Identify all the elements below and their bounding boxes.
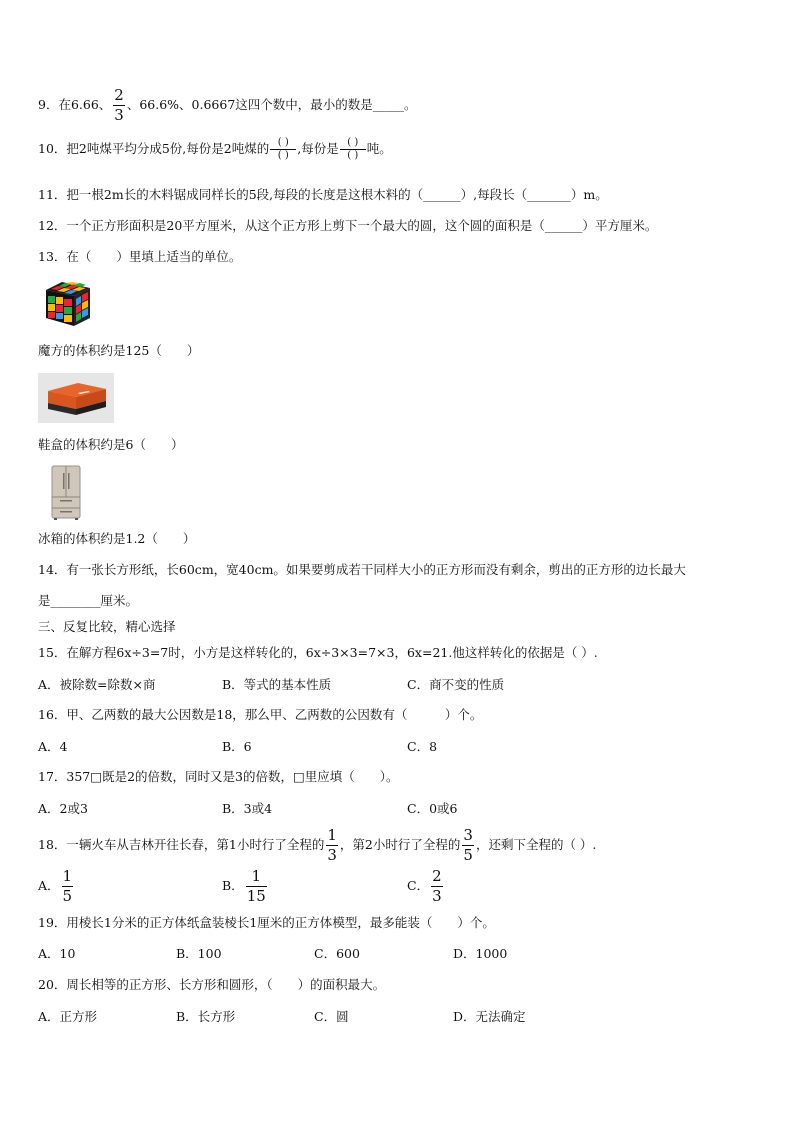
question-13c: 冰箱的体积约是1.2（ ） xyxy=(38,531,196,546)
blank-fraction-1: $\frac{( )}{( )}$ xyxy=(270,138,296,161)
q18-text1: 18．一辆火车从吉林开往长春，第1小时行了全程的 xyxy=(38,837,325,852)
q18-option-a[interactable]: A． $\frac{1}{5}$ xyxy=(38,867,73,905)
fraction-1-3: $\frac{1}{3}$ xyxy=(327,826,337,864)
q9-suffix: 、66.6%、0.6667这四个数中，最小的数是_____。 xyxy=(126,97,417,112)
refrigerator-image xyxy=(50,465,84,521)
q17-option-a[interactable]: A．2或3 xyxy=(38,801,88,816)
fraction-1-5: $\frac{1}{5}$ xyxy=(62,867,73,905)
question-20: 20．周长相等的正方形、长方形和圆形，（ ）的面积最大。 xyxy=(38,977,386,992)
q20-option-b[interactable]: B．长方形 xyxy=(176,1009,236,1024)
q19-option-a[interactable]: A．10 xyxy=(38,946,76,961)
question-10 xyxy=(38,138,392,161)
question-16: 16．甲、乙两数的最大公因数是18，那么甲、乙两数的公因数有（ ）个。 xyxy=(38,707,483,722)
q17-option-b[interactable]: B．3或4 xyxy=(222,801,273,816)
q19-option-d[interactable]: D．1000 xyxy=(453,946,508,961)
q18-option-c[interactable]: C． $\frac{2}{3}$ xyxy=(407,867,442,905)
question-18 xyxy=(38,826,596,864)
q16-option-a[interactable]: A．4 xyxy=(38,739,68,754)
q15-option-c[interactable]: C．商不变的性质 xyxy=(407,677,505,692)
q10-text1: 10．把2吨煤平均分成5份,每份是2吨煤的 xyxy=(38,141,270,156)
fraction-2-3-option: $\frac{2}{3}$ xyxy=(432,867,442,905)
q18-text3: ，还剩下全程的（ ）. xyxy=(475,837,597,852)
q9-prefix: 9．在6.66、 xyxy=(38,97,112,112)
q16-option-c[interactable]: C．8 xyxy=(407,739,438,754)
question-13b: 鞋盒的体积约是6（ ） xyxy=(38,437,184,452)
fraction-2-3: $\frac{2}{3}$ xyxy=(114,86,124,124)
q10-text3: 吨。 xyxy=(366,141,392,156)
question-13a: 魔方的体积约是125（ ） xyxy=(38,343,200,358)
q19-option-c[interactable]: C．600 xyxy=(314,946,360,961)
question-12: 12．一个正方形面积是20平方厘米，从这个正方形上剪下一个最大的圆，这个圆的面积是（______）平方厘米。 xyxy=(38,218,658,233)
q19-option-b[interactable]: B．100 xyxy=(176,946,222,961)
q16-option-b[interactable]: B．6 xyxy=(222,739,252,754)
question-11: 11．把一根2m长的木料锯成同样长的5段,每段的长度是这根木料的（______）,每段长（_______）m。 xyxy=(38,187,608,202)
q15-option-b[interactable]: B．等式的基本性质 xyxy=(222,677,332,692)
blank-fraction-2: $\frac{( )}{( )}$ xyxy=(340,138,366,161)
question-14-line2: 是________厘米。 xyxy=(38,593,139,608)
question-14-line1: 14．有一张长方形纸，长60cm，宽40cm。如果要剪成若干同样大小的正方形而没有剩余，剪出的正方形的边长最大 xyxy=(38,562,686,577)
question-19: 19．用棱长1分米的正方体纸盒装棱长1厘米的正方体模型，最多能装（ ）个。 xyxy=(38,915,495,930)
q20-option-d[interactable]: D．无法确定 xyxy=(453,1009,526,1024)
fraction-3-5: $\frac{3}{5}$ xyxy=(463,826,473,864)
rubiks-cube-image xyxy=(42,280,92,328)
question-15: 15．在解方程6x÷3=7时，小方是这样转化的，6x÷3×3=7×3，6x=21.他这样转化的依据是（ ）. xyxy=(38,645,598,660)
question-13: 13．在（ ）里填上适当的单位。 xyxy=(38,249,242,264)
q20-option-c[interactable]: C．圆 xyxy=(314,1009,349,1024)
shoebox-image xyxy=(38,373,114,423)
q10-text2: ,每份是 xyxy=(297,141,339,156)
q15-option-a[interactable]: A．被除数=除数×商 xyxy=(38,677,156,692)
section-3-heading: 三、反复比较，精心选择 xyxy=(38,619,176,634)
fraction-1-15: $\frac{1}{15}$ xyxy=(246,867,266,905)
question-9 xyxy=(38,88,417,123)
q20-option-a[interactable]: A．正方形 xyxy=(38,1009,98,1024)
q18-text2: ，第2小时行了全程的 xyxy=(339,837,461,852)
q17-option-c[interactable]: C．0或6 xyxy=(407,801,458,816)
q18-option-b[interactable]: B． $\frac{1}{15}$ xyxy=(222,867,266,905)
question-17: 17．357□既是2的倍数，同时又是3的倍数，□里应填（ ）。 xyxy=(38,769,399,784)
